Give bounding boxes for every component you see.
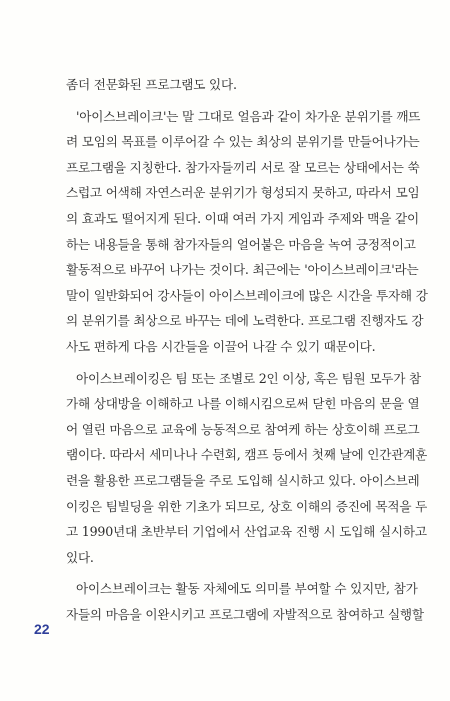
text-line: 있다. bbox=[66, 549, 94, 565]
page-number: 22 bbox=[34, 621, 50, 637]
text-line: 사도 편하게 다음 시간들을 이끌어 나갈 수 있기 때문이다. bbox=[66, 338, 376, 354]
text-line: 램이다. 따라서 세미나나 수련회, 캠프 등에서 첫째 날에 인간관계훈 bbox=[66, 447, 428, 463]
body-text bbox=[66, 72, 428, 627]
text-line: 아이스브레이킹은 팀 또는 조별로 2인 이상, 혹은 팀원 모두가 참 bbox=[76, 370, 421, 386]
text-line: 이킹은 팀빌딩을 위한 기초가 되므로, 상호 이해의 증진에 목적을 두 bbox=[66, 498, 428, 514]
text-line: 가해 상대방을 이해하고 나를 이해시킴으로써 닫힌 마음의 문을 열 bbox=[66, 396, 420, 412]
text-line: 프로그램을 지칭한다. 참가자들끼리 서로 잘 모르는 상태에서는 쑥 bbox=[66, 159, 420, 175]
text-line: 하는 내용들을 통해 참가자들의 얼어붙은 마음을 녹여 긍정적이고 bbox=[66, 236, 416, 252]
text-line: 말이 일반화되어 강사들이 아이스브레이크에 많은 시간을 투자해 강 bbox=[66, 287, 428, 303]
text-line: 스럽고 어색해 자연스러운 분위기가 형성되지 못하고, 따라서 모임 bbox=[66, 185, 420, 201]
text-line: 려 모임의 목표를 이루어갈 수 있는 최상의 분위기를 만들어나가는 bbox=[66, 134, 420, 150]
text-line: 자들의 마음을 이완시키고 프로그램에 자발적으로 참여하고 실행할 bbox=[66, 606, 424, 622]
text-line: 의 효과도 떨어지게 된다. 이때 여러 가지 게임과 주제와 맥을 같이 bbox=[66, 210, 419, 226]
text-line: 어 열린 마음으로 교육에 능동적으로 참여케 하는 상호이해 프로그 bbox=[66, 421, 420, 437]
text-line: '아이스브레이크'는 말 그대로 얼음과 같이 차가운 분위기를 깨뜨 bbox=[76, 108, 421, 124]
text-line: 의 분위기를 최상으로 바꾸는 데에 노력한다. 프로그램 진행자도 강 bbox=[66, 313, 424, 329]
text-line: 좀더 전문화된 프로그램도 있다. bbox=[66, 77, 237, 92]
text-line: 아이스브레이크는 활동 자체에도 의미를 부여할 수 있지만, 참가 bbox=[76, 581, 418, 597]
text-line: 활동적으로 바꾸어 나가는 것이다. 최근에는 '아이스브레이크'라는 bbox=[66, 262, 419, 278]
text-line: 련을 활용한 프로그램들을 주로 도입해 실시하고 있다. 아이스브레 bbox=[66, 472, 420, 488]
text-line: 고 1990년대 초반부터 기업에서 산업교육 진행 시 도입해 실시하고 bbox=[66, 524, 427, 540]
